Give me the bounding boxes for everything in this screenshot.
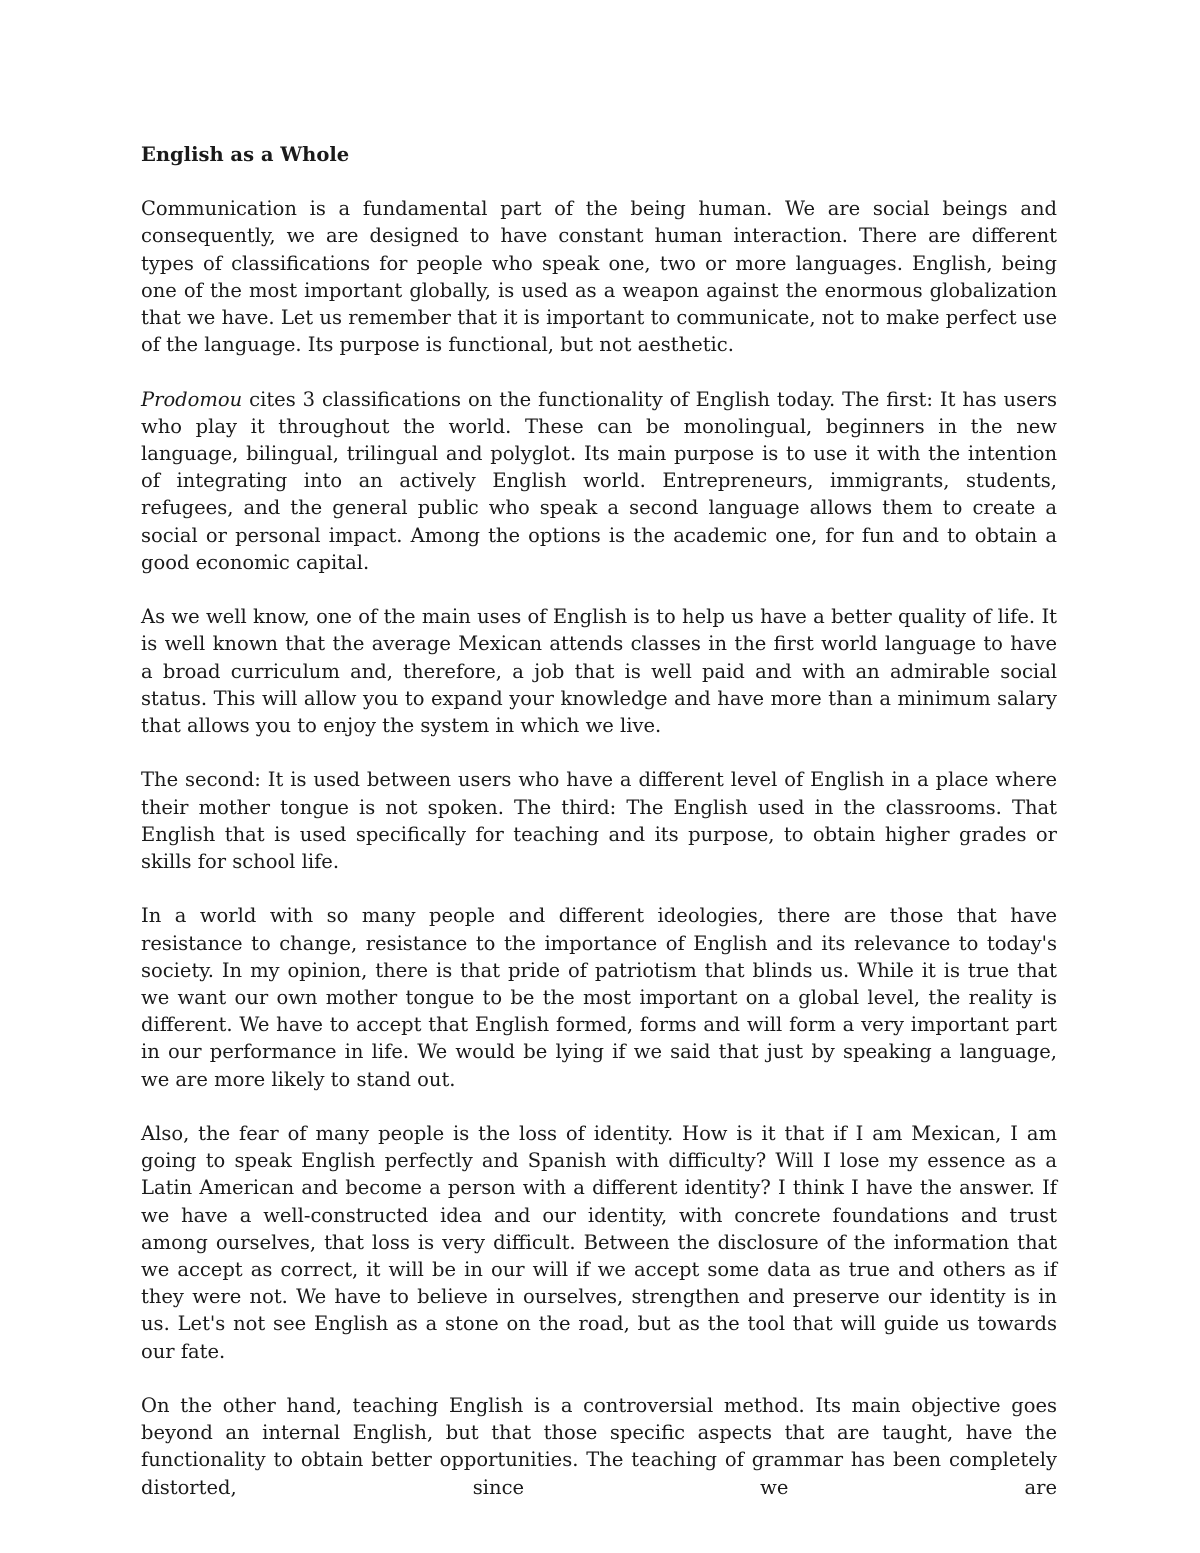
paragraph-identity: Also, the fear of many people is the loss of identity. How is it that if I am Mexican, I am going to speak English perfectly and Spanish with difficulty? Will I lose my essence as a Latin American and become a person with a different identity? I think I have the answer. If we have a well-constructed idea and our identity, with concrete foundations and trust among ourselves, that loss is very difficult. Between the disclosure of the information that we accept as correct, it will be in our will if we accept some data as true and others as if they were not. We have to believe in ourselves, strengthen and preserve our identity is in us. Let's not see English as a stone on the road, but as the tool that will guide us towards our fate. [141, 1122, 1057, 1363]
paragraph-classifications-text: cites 3 classifications on the functionality of English today. The first: It has users who play it throughout the world. These can be monolingual, beginners in the new language, bilingual, trilingual and polyglot. Its main purpose is to use it with the intention of integrating into an actively English world. Entrepreneurs, immigrants, students, refugees, and the general public who speak a second language allows them to create a social or personal impact. Among the options is the academic one, for fun and to obtain a good economic capital. [141, 387, 1057, 574]
paragraph-quality-of-life: As we well know, one of the main uses of English is to help us have a better quality of life. It is well known that the average Mexican attends classes in the first world language to have a broad curriculum and, therefore, a job that is well paid and with an admirable social status. This will allow you to expand your knowledge and have more than a minimum salary that allows you to enjoy the system in which we live. [141, 605, 1057, 738]
document-title: English as a Whole [141, 143, 350, 166]
document-page [141, 141, 1057, 1501]
paragraph-communication: Communication is a fundamental part of the being human. We are social beings and consequently, we are designed to have constant human interaction. There are different types of classifications for people who speak one, two or more languages. English, being one of the most important globally, is used as a weapon against the enormous globalization that we have. Let us remember that it is important to communicate, not to make perfect use of the language. Its purpose is functional, but not aesthetic. [141, 197, 1057, 357]
cited-author: Prodomou [141, 387, 243, 411]
paragraph-teaching: On the other hand, teaching English is a controversial method. Its main objective goes beyond an internal English, but that those specific aspects that are taught, have the functionality to obtain better opportunities. The teaching of grammar has been completely distorted, since we are [141, 1394, 1057, 1499]
paragraph-resistance: In a world with so many people and different ideologies, there are those that have resistance to change, resistance to the importance of English and its relevance to today's society. In my opinion, there is that pride of patriotism that blinds us. While it is true that we want our own mother tongue to be the most important on a global level, the reality is different. We have to accept that English formed, forms and will form a very important part in our performance in life. We would be lying if we said that just by speaking a language, we are more likely to stand out. [141, 904, 1057, 1091]
paragraph-second-third: The second: It is used between users who have a different level of English in a place where their mother tongue is not spoken. The third: The English used in the classrooms. That English that is used specifically for teaching and its purpose, to obtain higher grades or skills for school life. [141, 768, 1057, 874]
paragraph-classifications [141, 386, 1057, 576]
